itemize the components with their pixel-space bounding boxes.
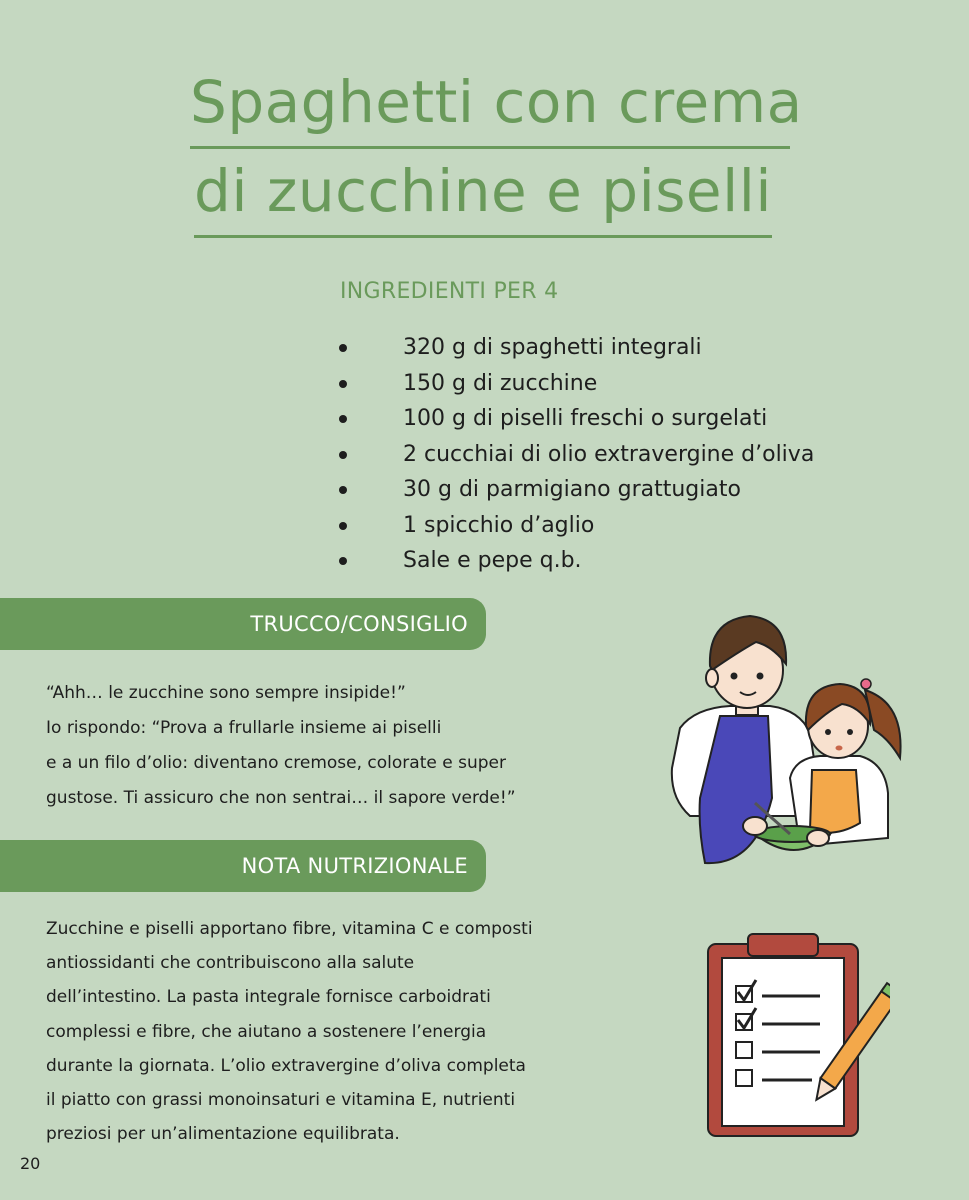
nutrition-heading: NOTA NUTRIZIONALE xyxy=(241,854,468,878)
bullet-icon xyxy=(339,522,347,530)
nutrition-line: dell’intestino. La pasta integrale fornisce carboidrati xyxy=(46,987,491,1008)
list-item: 150 g di zucchine xyxy=(335,366,814,402)
page-number: 20 xyxy=(20,1154,41,1173)
parent-child-cooking-illustration xyxy=(660,598,910,870)
title-line-1: Spaghetti con crema xyxy=(190,60,790,149)
tip-line: e a un filo d’olio: diventano cremose, colorate e super xyxy=(46,753,506,773)
bullet-icon xyxy=(339,557,347,565)
ingredients-list xyxy=(335,330,814,579)
list-item: 100 g di piselli freschi o surgelati xyxy=(335,401,814,437)
bullet-icon xyxy=(339,380,347,388)
tip-line: Io rispondo: “Prova a frullarle insieme ai piselli xyxy=(46,718,442,738)
nutrition-line: il piatto con grassi monoinsaturi e vitamina E, nutrienti xyxy=(46,1089,516,1110)
tip-heading: TRUCCO/CONSIGLIO xyxy=(250,612,468,636)
nutrition-line: Zucchine e piselli apportano fibre, vitamina C e composti xyxy=(46,919,533,939)
list-item: 1 spicchio d’aglio xyxy=(335,508,814,544)
nutrition-text xyxy=(46,912,533,1151)
tip-heading-bar xyxy=(0,598,486,650)
nutrition-line: complessi e fibre, che aiutano a sostenere l’energia xyxy=(46,1021,487,1042)
tip-line: “Ahh… le zucchine sono sempre insipide!” xyxy=(46,683,406,703)
nutrition-line: preziosi per un’alimentazione equilibrata. xyxy=(46,1124,400,1145)
tip-line: gustose. Ti assicuro che non sentrai… il sapore verde!” xyxy=(46,788,516,808)
nutrition-heading-bar xyxy=(0,840,486,892)
bullet-icon xyxy=(339,451,347,459)
list-item: 30 g di parmigiano grattugiato xyxy=(335,472,814,508)
title-line-2: di zucchine e piselli xyxy=(194,149,772,238)
bullet-icon xyxy=(339,486,347,494)
bullet-icon xyxy=(339,344,347,352)
list-item: Sale e pepe q.b. xyxy=(335,543,814,579)
nutrition-line: durante la giornata. L’olio extravergine d’oliva completa xyxy=(46,1055,526,1076)
list-item: 320 g di spaghetti integrali xyxy=(335,330,814,366)
ingredients-heading: INGREDIENTI PER 4 xyxy=(340,279,559,304)
clipboard-checklist-pencil-illustration xyxy=(700,930,890,1140)
tip-text xyxy=(46,676,516,816)
nutrition-line: antiossidanti che contribuiscono alla salute xyxy=(46,953,415,974)
bullet-icon xyxy=(339,415,347,423)
list-item: 2 cucchiai di olio extravergine d’oliva xyxy=(335,437,814,473)
recipe-title xyxy=(190,60,803,238)
